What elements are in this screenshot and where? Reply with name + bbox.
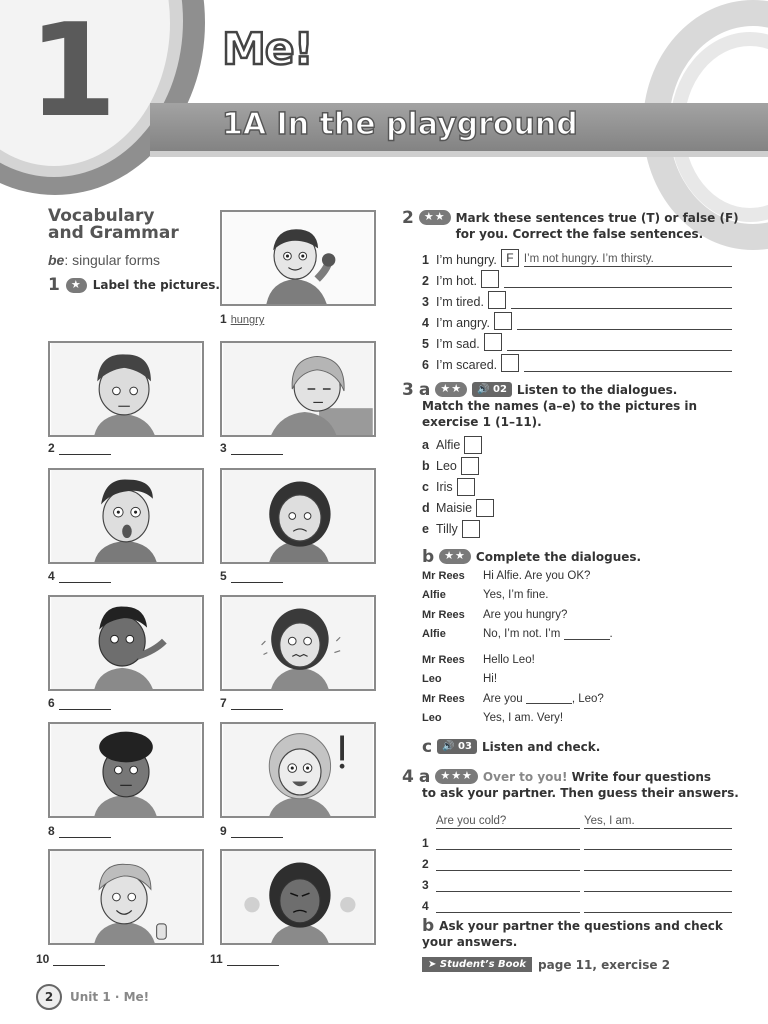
answer-box[interactable] bbox=[457, 478, 475, 496]
exercise-3a-instruction-line-3: exercise 1 (1–11). bbox=[422, 415, 542, 429]
grammar-topic bbox=[48, 252, 160, 268]
difficulty-stars-icon: ★★ bbox=[435, 382, 467, 397]
hungry-boy-illustration bbox=[222, 212, 374, 304]
question-line[interactable] bbox=[436, 836, 580, 850]
sentence-row bbox=[422, 246, 732, 267]
exercise-4a-instruction-line-2: to ask your partner. Then guess their answers. bbox=[422, 786, 739, 800]
dialogue-1 bbox=[422, 566, 613, 644]
speaker-name: Leo bbox=[422, 673, 442, 686]
students-book-badge: ➤ Student’s Book bbox=[422, 957, 532, 972]
answer-line[interactable] bbox=[584, 878, 732, 892]
answer-box[interactable] bbox=[462, 520, 480, 538]
sad-girl-illustration bbox=[222, 470, 374, 562]
sentence-row bbox=[422, 351, 732, 372]
name-letter: a bbox=[422, 437, 429, 452]
dialogue-text: Hello Leo! bbox=[483, 653, 535, 666]
name-item bbox=[422, 455, 494, 476]
picture-8-label bbox=[48, 824, 111, 838]
dialogue-line bbox=[422, 670, 604, 690]
sentence-number: 3 bbox=[422, 295, 429, 309]
sentence-row bbox=[422, 309, 732, 330]
difficulty-stars-icon: ★★ bbox=[439, 549, 471, 564]
dialogue-line bbox=[422, 709, 604, 729]
dialogue-text: Are you hungry? bbox=[483, 608, 568, 621]
dialogue-text: Are you bbox=[483, 692, 523, 705]
dialogue-line bbox=[422, 650, 604, 670]
exercise-3-number: 3 bbox=[402, 380, 414, 400]
difficulty-stars-icon: ★★ bbox=[419, 210, 451, 225]
exercise-3a-instruction-line-1: Listen to the dialogues. bbox=[516, 383, 678, 397]
dialogue-text: Hi Alfie. Are you OK? bbox=[483, 569, 591, 582]
picture-9-label bbox=[220, 824, 283, 838]
dialogue-line bbox=[422, 625, 613, 645]
picture-10 bbox=[48, 849, 204, 945]
students-book-reference[interactable] bbox=[422, 957, 670, 972]
dialogue-2 bbox=[422, 650, 604, 728]
unit-number: 1 bbox=[28, 0, 114, 146]
name-item bbox=[422, 518, 494, 539]
section-title bbox=[48, 208, 179, 242]
exercise-4a-letter: a bbox=[418, 767, 431, 787]
picture-6 bbox=[48, 595, 204, 691]
true-false-box[interactable] bbox=[501, 354, 519, 372]
picture-8-answer[interactable] bbox=[59, 826, 111, 838]
exercise-3b-instruction: Complete the dialogues. bbox=[475, 550, 642, 564]
page-footer bbox=[36, 984, 149, 1010]
dialogue-text-end: . bbox=[609, 628, 613, 641]
dialogue-line bbox=[422, 689, 604, 709]
answer-line[interactable] bbox=[584, 836, 732, 850]
name-text: Iris bbox=[436, 479, 453, 494]
question-row bbox=[422, 850, 732, 871]
answer-line[interactable] bbox=[584, 857, 732, 871]
example-question: Are you cold? bbox=[436, 815, 580, 829]
sentence-number: 2 bbox=[422, 274, 429, 288]
true-false-box[interactable] bbox=[484, 333, 502, 351]
exercise-4a-heading bbox=[402, 769, 711, 785]
answer-box[interactable] bbox=[461, 457, 479, 475]
sentence-row bbox=[422, 267, 732, 288]
picture-1-answer[interactable]: hungry bbox=[230, 314, 265, 326]
answer-box[interactable] bbox=[476, 499, 494, 517]
surprised-girl-illustration bbox=[222, 724, 374, 816]
exercise-2-instruction-line-1: Mark these sentences true (T) or false (F) bbox=[455, 211, 739, 225]
exercise-3b-letter: b bbox=[422, 547, 435, 567]
picture-1-number: 1 bbox=[220, 312, 227, 326]
name-text: Alfie bbox=[436, 437, 461, 452]
tired-boy-illustration bbox=[50, 343, 202, 435]
students-book-page-ref: page 11, exercise 2 bbox=[538, 957, 671, 972]
example-answer: Yes, I am. bbox=[584, 815, 732, 829]
sentence-text: I’m hot. bbox=[436, 274, 477, 288]
picture-7 bbox=[220, 595, 376, 691]
questions-grid bbox=[422, 808, 732, 913]
question-row bbox=[422, 892, 732, 913]
names-list bbox=[422, 434, 494, 539]
picture-7-label bbox=[220, 696, 283, 710]
correction-line[interactable] bbox=[511, 295, 732, 309]
sentence-number: 6 bbox=[422, 358, 429, 372]
speaker-name: Alfie bbox=[422, 589, 446, 602]
dialogue-line bbox=[422, 566, 613, 586]
audio-track-icon[interactable]: 🔊 02 bbox=[472, 382, 512, 397]
difficulty-star-icon: ★ bbox=[66, 278, 87, 293]
section-title-line-2: and Grammar bbox=[48, 223, 179, 243]
name-letter: e bbox=[422, 521, 429, 536]
exercise-3a-letter: a bbox=[418, 380, 431, 400]
dialogue-text: No, I’m not. I’m bbox=[483, 628, 561, 641]
exercise-4b-letter: b bbox=[422, 916, 435, 936]
exercise-3c-heading bbox=[422, 739, 600, 755]
speaker-name: Leo bbox=[422, 712, 442, 725]
name-text: Leo bbox=[436, 458, 457, 473]
unit-title: Me! bbox=[222, 24, 313, 75]
exercise-4a-instruction-line-1: Write four questions bbox=[571, 770, 712, 784]
speaker-name: Mr Rees bbox=[422, 692, 465, 705]
sentence-text: I’m hungry. bbox=[436, 253, 497, 267]
over-to-you-label: Over to you! bbox=[482, 770, 568, 784]
picture-11-number: 11 bbox=[210, 952, 223, 966]
exercise-4a-instruction bbox=[483, 769, 711, 785]
sentence-number: 5 bbox=[422, 337, 429, 351]
hot-boy-illustration bbox=[50, 724, 202, 816]
picture-9 bbox=[220, 722, 376, 818]
dialogue-blank[interactable] bbox=[564, 629, 610, 640]
audio-track-icon[interactable]: 🔊 03 bbox=[437, 739, 477, 754]
true-false-box[interactable]: F bbox=[501, 249, 519, 267]
picture-6-number: 6 bbox=[48, 696, 55, 710]
bored-girl-illustration bbox=[222, 343, 374, 435]
footer-unit-label: Unit 1 · Me! bbox=[70, 990, 150, 1004]
picture-6-label bbox=[48, 696, 111, 710]
exercise-3a-instruction bbox=[517, 382, 677, 398]
picture-10-answer[interactable] bbox=[53, 954, 105, 966]
name-text: Maisie bbox=[436, 500, 473, 515]
grammar-topic-bold: be bbox=[48, 252, 65, 268]
sentence-text: I’m tired. bbox=[436, 295, 484, 309]
picture-5-label bbox=[220, 569, 283, 583]
picture-2-number: 2 bbox=[48, 441, 55, 455]
correction-line[interactable] bbox=[517, 316, 732, 330]
sentence-text: I’m angry. bbox=[436, 316, 490, 330]
picture-5 bbox=[220, 468, 376, 564]
correction-line[interactable] bbox=[524, 358, 732, 372]
exercise-2-heading bbox=[402, 210, 739, 242]
name-text: Tilly bbox=[436, 521, 458, 536]
true-false-box[interactable] bbox=[488, 291, 506, 309]
picture-8 bbox=[48, 722, 204, 818]
question-number: 3 bbox=[422, 878, 429, 892]
picture-3 bbox=[220, 341, 376, 437]
picture-11 bbox=[220, 849, 376, 945]
exercise-4b-instruction-line-1: Ask your partner the questions and check bbox=[439, 919, 723, 933]
picture-2 bbox=[48, 341, 204, 437]
scared-boy-illustration bbox=[50, 470, 202, 562]
dialogue-line bbox=[422, 586, 613, 606]
picture-3-label bbox=[220, 441, 283, 455]
correction-line[interactable]: I’m not hungry. I’m thirsty. bbox=[524, 253, 732, 267]
picture-5-answer[interactable] bbox=[231, 571, 283, 583]
dialogue-text-end: , Leo? bbox=[571, 692, 604, 705]
audio-track-number: 03 bbox=[458, 741, 472, 752]
question-number: 4 bbox=[422, 899, 429, 913]
exercise-1-number: 1 bbox=[48, 275, 60, 295]
picture-9-number: 9 bbox=[220, 824, 227, 838]
picture-2-answer[interactable] bbox=[59, 443, 111, 455]
name-letter: b bbox=[422, 458, 430, 473]
thirsty-boy-illustration bbox=[50, 597, 202, 689]
exercise-2-sentences bbox=[422, 246, 732, 372]
exercise-2-number: 2 bbox=[402, 208, 414, 228]
picture-1-label bbox=[220, 312, 285, 326]
dialogue-text: Yes, I’m fine. bbox=[483, 589, 549, 602]
picture-10-label bbox=[36, 952, 105, 966]
exercise-3a-heading bbox=[402, 382, 677, 398]
question-line[interactable] bbox=[436, 899, 580, 913]
name-item bbox=[422, 497, 494, 518]
sentence-row bbox=[422, 288, 732, 309]
picture-6-answer[interactable] bbox=[59, 698, 111, 710]
sentence-number: 1 bbox=[422, 253, 429, 267]
picture-4 bbox=[48, 468, 204, 564]
exercise-4b-instruction-line-2: your answers. bbox=[422, 935, 518, 949]
sentence-text: I’m scared. bbox=[436, 358, 498, 372]
name-letter: c bbox=[422, 479, 429, 494]
question-number: 2 bbox=[422, 857, 429, 871]
exercise-3a-instruction-cont bbox=[422, 398, 697, 430]
exercise-2-instruction bbox=[456, 210, 739, 242]
exercise-3c-instruction: Listen and check. bbox=[481, 740, 601, 754]
question-number: 1 bbox=[422, 836, 429, 850]
grammar-topic-rest: : singular forms bbox=[64, 252, 161, 268]
picture-7-answer[interactable] bbox=[231, 698, 283, 710]
picture-3-answer[interactable] bbox=[231, 443, 283, 455]
dialogue-blank[interactable] bbox=[526, 693, 572, 704]
answer-box[interactable] bbox=[464, 436, 482, 454]
sentence-number: 4 bbox=[422, 316, 429, 330]
name-item bbox=[422, 434, 494, 455]
sentence-text: I’m sad. bbox=[436, 337, 480, 351]
difficulty-stars-icon: ★★★ bbox=[435, 769, 478, 784]
answer-line[interactable] bbox=[584, 899, 732, 913]
audio-track-number: 02 bbox=[493, 384, 507, 395]
picture-4-number: 4 bbox=[48, 569, 55, 583]
picture-11-label bbox=[210, 952, 279, 966]
exercise-1-instruction: Label the pictures. bbox=[92, 278, 220, 292]
picture-3-number: 3 bbox=[220, 441, 227, 455]
correction-line[interactable] bbox=[507, 337, 732, 351]
page-number: 2 bbox=[36, 984, 62, 1010]
title-band-shadow bbox=[150, 151, 768, 157]
dialogue-line bbox=[422, 605, 613, 625]
lesson-title: 1A In the playground bbox=[222, 107, 578, 142]
speaker-name: Mr Rees bbox=[422, 608, 465, 621]
exercise-4b-heading bbox=[422, 918, 723, 934]
picture-2-label bbox=[48, 441, 111, 455]
happy-boy-illustration bbox=[50, 851, 202, 943]
correction-line[interactable] bbox=[504, 274, 732, 288]
picture-1 bbox=[220, 210, 376, 306]
section-title-line-1: Vocabulary bbox=[48, 206, 155, 226]
picture-8-number: 8 bbox=[48, 824, 55, 838]
exercise-4-number: 4 bbox=[402, 767, 414, 787]
speaker-name: Mr Rees bbox=[422, 569, 465, 582]
picture-4-label bbox=[48, 569, 111, 583]
question-row bbox=[422, 829, 732, 850]
picture-11-answer[interactable] bbox=[227, 954, 279, 966]
picture-10-number: 10 bbox=[36, 952, 50, 966]
picture-7-number: 7 bbox=[220, 696, 227, 710]
name-item bbox=[422, 476, 494, 497]
picture-4-answer[interactable] bbox=[59, 571, 111, 583]
exercise-3b-heading bbox=[422, 549, 641, 565]
speaker-name: Alfie bbox=[422, 628, 446, 641]
exercise-1-heading bbox=[48, 275, 220, 295]
question-row bbox=[422, 871, 732, 892]
name-letter: d bbox=[422, 500, 430, 515]
dialogue-text: Yes, I am. Very! bbox=[483, 712, 564, 725]
example-row bbox=[422, 808, 732, 829]
true-false-box[interactable] bbox=[481, 270, 499, 288]
dialogue-text: Hi! bbox=[483, 673, 498, 686]
exercise-2-instruction-line-2: for you. Correct the false sentences. bbox=[455, 227, 704, 241]
picture-5-number: 5 bbox=[220, 569, 227, 583]
picture-9-answer[interactable] bbox=[231, 826, 283, 838]
cold-girl-illustration bbox=[222, 597, 374, 689]
question-line[interactable] bbox=[436, 857, 580, 871]
exercise-3a-instruction-line-2: Match the names (a–e) to the pictures in bbox=[422, 399, 698, 413]
angry-girl-illustration bbox=[222, 851, 374, 943]
speaker-name: Mr Rees bbox=[422, 653, 465, 666]
sentence-row bbox=[422, 330, 732, 351]
exercise-3c-letter: c bbox=[422, 737, 433, 757]
true-false-box[interactable] bbox=[494, 312, 512, 330]
question-line[interactable] bbox=[436, 878, 580, 892]
